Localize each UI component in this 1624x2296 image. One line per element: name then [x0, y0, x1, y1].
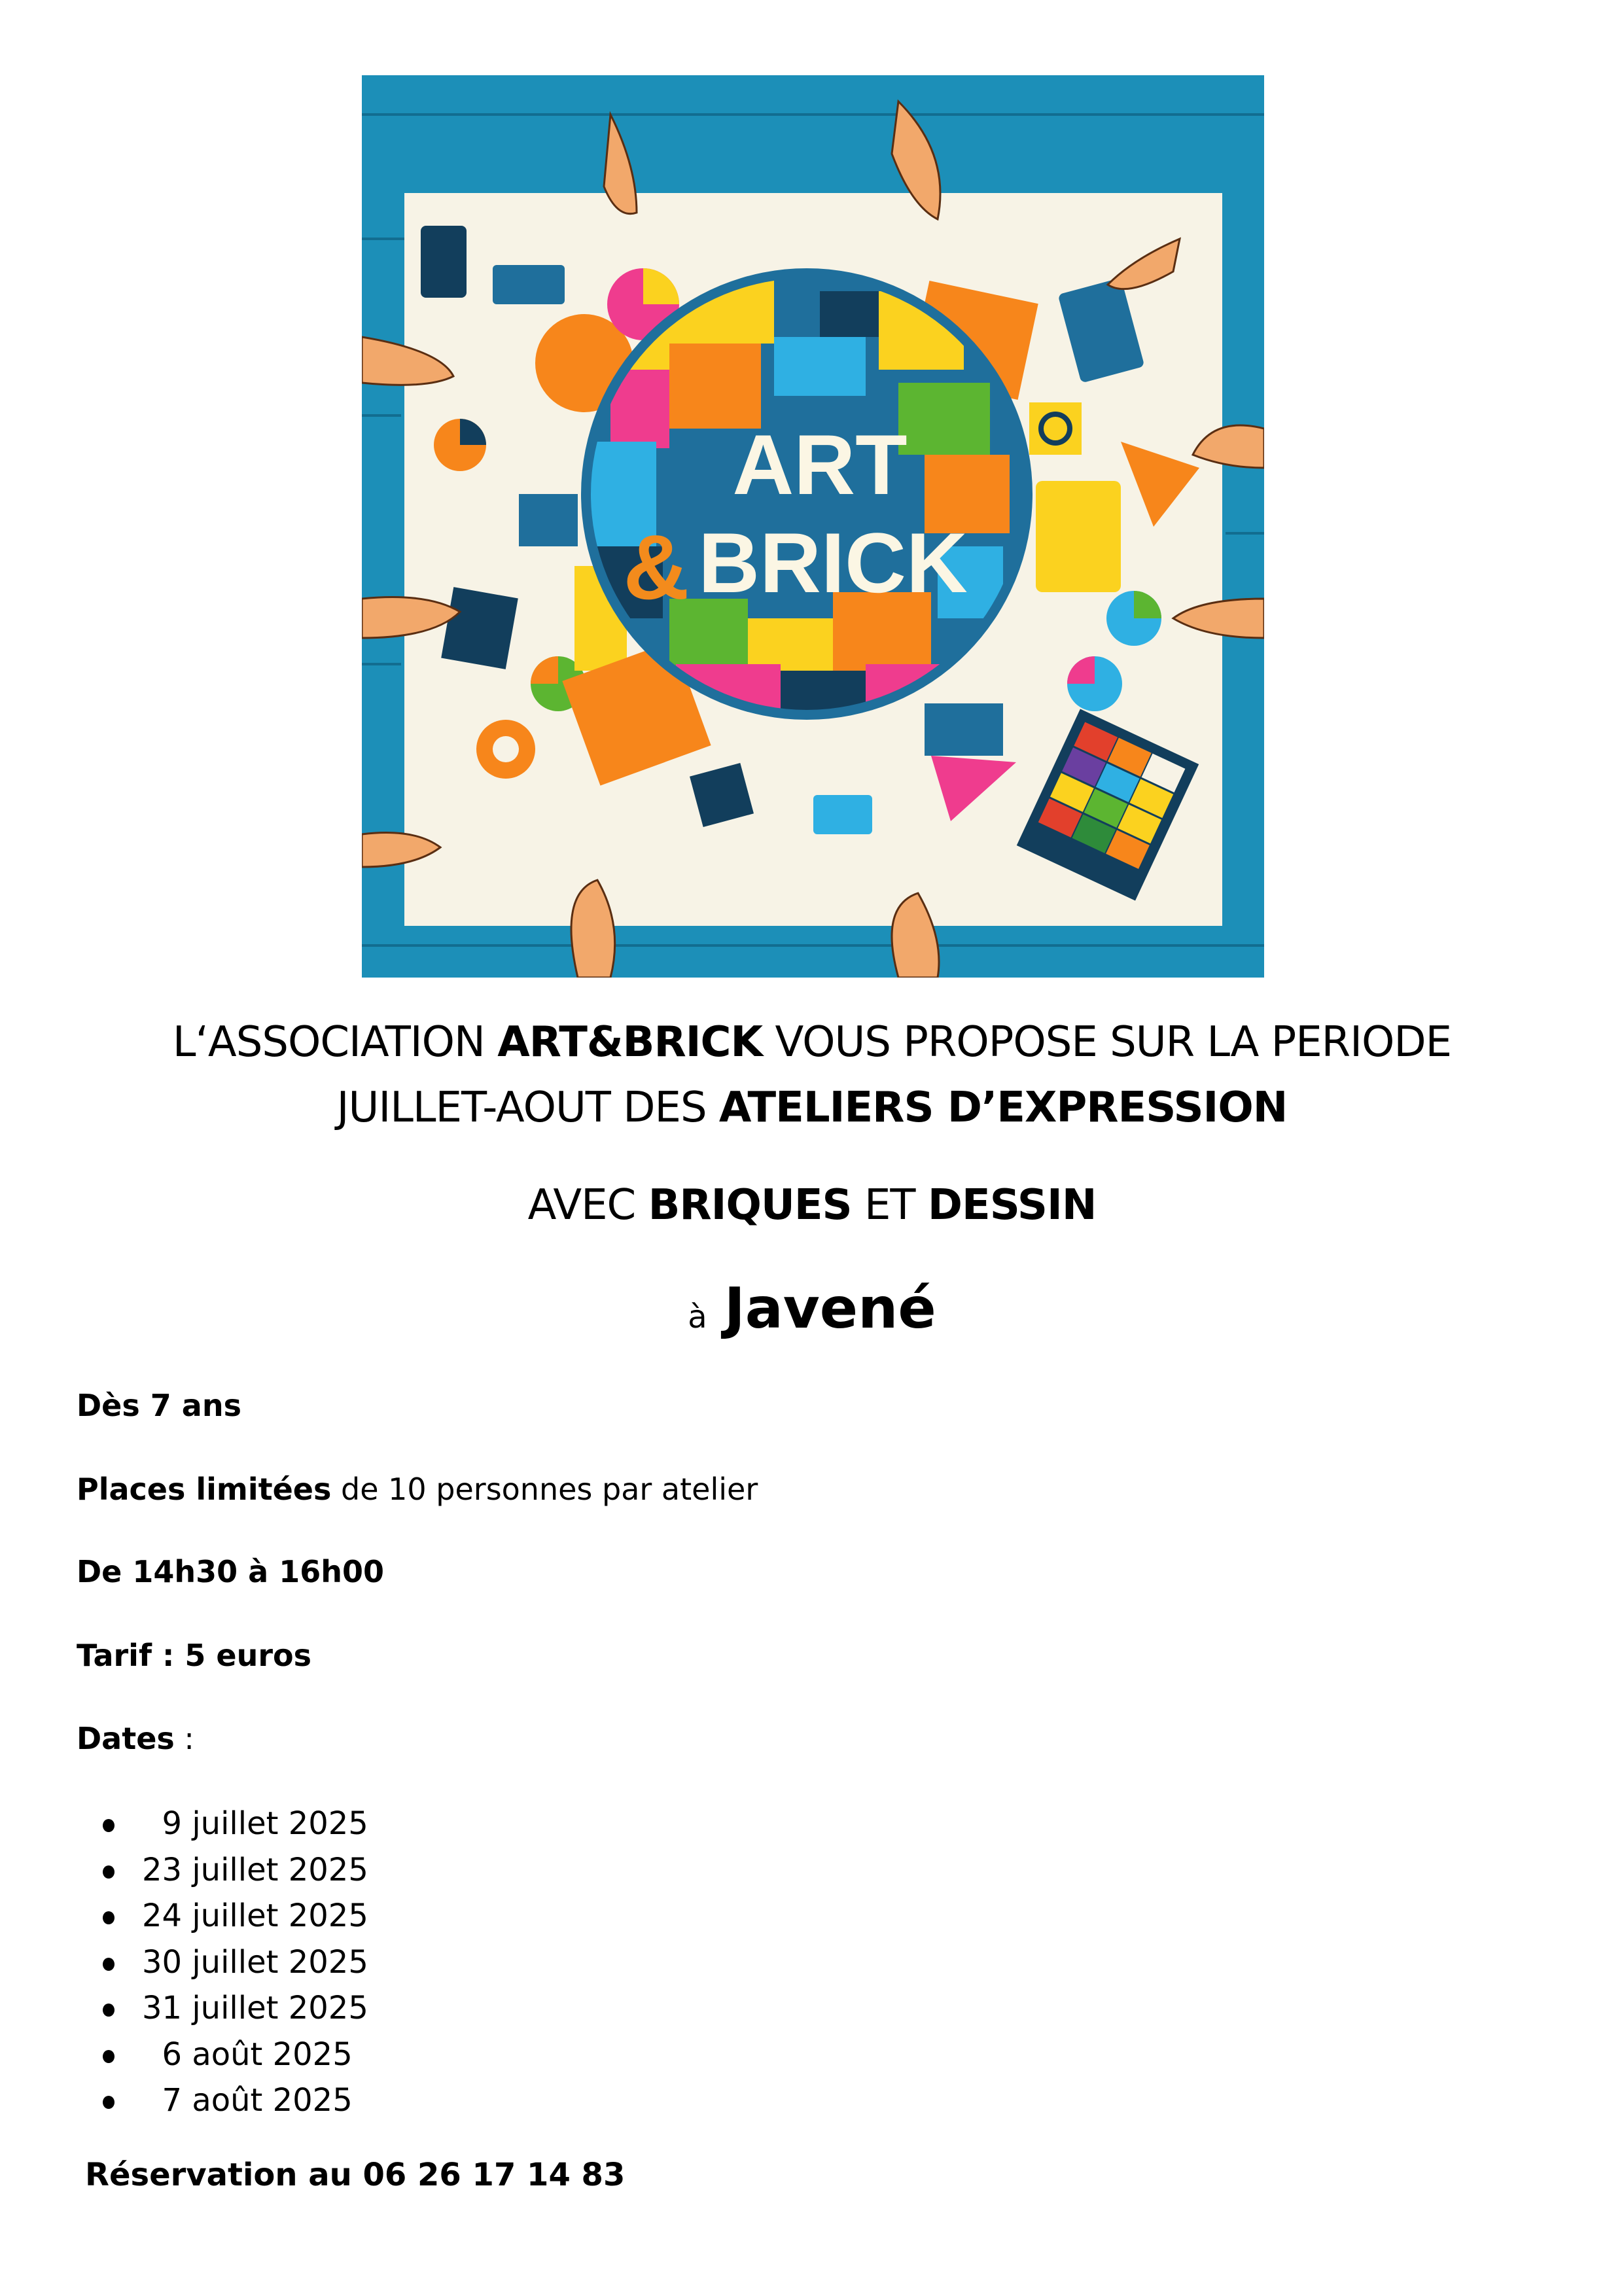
date-text: 6 août 2025 — [142, 2036, 353, 2073]
bullet-icon — [103, 1819, 115, 1832]
bullet-icon — [103, 1865, 115, 1879]
headline-text: L‘ASSOCIATION — [172, 1018, 498, 1067]
date-text: 9 juillet 2025 — [142, 1805, 368, 1842]
price — [77, 1636, 311, 1675]
date-text: 31 juillet 2025 — [142, 1990, 368, 2026]
bullet-icon — [103, 2096, 115, 2109]
places-limit — [77, 1470, 758, 1509]
headline-text: VOUS PROPOSE SUR LA PERIODE — [762, 1018, 1452, 1067]
schedule-hours — [77, 1552, 384, 1591]
age-text: Dès 7 ans — [77, 1388, 241, 1423]
headline-line-3 — [0, 1173, 1624, 1238]
logo-brick-text: BRICK — [698, 515, 968, 610]
headline-line-1 — [0, 1010, 1624, 1075]
logo-art-text: ART — [732, 417, 908, 512]
location — [0, 1276, 1624, 1341]
date-text: 30 juillet 2025 — [142, 1943, 368, 1981]
places-detail: de 10 personnes par atelier — [331, 1472, 758, 1507]
date-text: 7 août 2025 — [142, 2082, 353, 2119]
location-city: Javené — [724, 1276, 936, 1341]
price-text: Tarif : 5 euros — [77, 1638, 312, 1673]
headline-text: ET — [851, 1181, 928, 1229]
bullet-icon — [103, 1911, 115, 1924]
headline-text: AVEC — [527, 1181, 648, 1229]
age-requirement — [77, 1386, 241, 1425]
logo-ampersand-text: & — [623, 516, 690, 618]
dates-heading — [77, 1719, 194, 1758]
poster-illustration — [362, 75, 1264, 978]
dates-colon: : — [174, 1721, 194, 1756]
headline-line-2 — [0, 1075, 1624, 1140]
places-label: Places limitées — [77, 1472, 332, 1507]
activity-bricks: BRIQUES — [648, 1181, 852, 1229]
headline-text: JUILLET-AOUT DES — [336, 1084, 719, 1132]
hours-text: De 14h30 à 16h00 — [77, 1554, 385, 1589]
bullet-icon — [103, 2050, 115, 2063]
workshop-type: ATELIERS D’EXPRESSION — [718, 1084, 1288, 1132]
activity-drawing: DESSIN — [927, 1181, 1097, 1229]
date-text: 24 juillet 2025 — [142, 1898, 368, 1934]
art-brick-logo-illustration — [362, 75, 1264, 978]
bullet-icon — [103, 2004, 115, 2017]
reservation-phone: Réservation au 06 26 17 14 83 — [85, 2157, 626, 2193]
bullet-icon — [103, 1958, 115, 1971]
location-preposition: à — [688, 1299, 707, 1335]
dates-label: Dates — [77, 1721, 175, 1756]
date-text: 23 juillet 2025 — [142, 1851, 368, 1888]
association-name: ART&BRICK — [497, 1018, 763, 1067]
